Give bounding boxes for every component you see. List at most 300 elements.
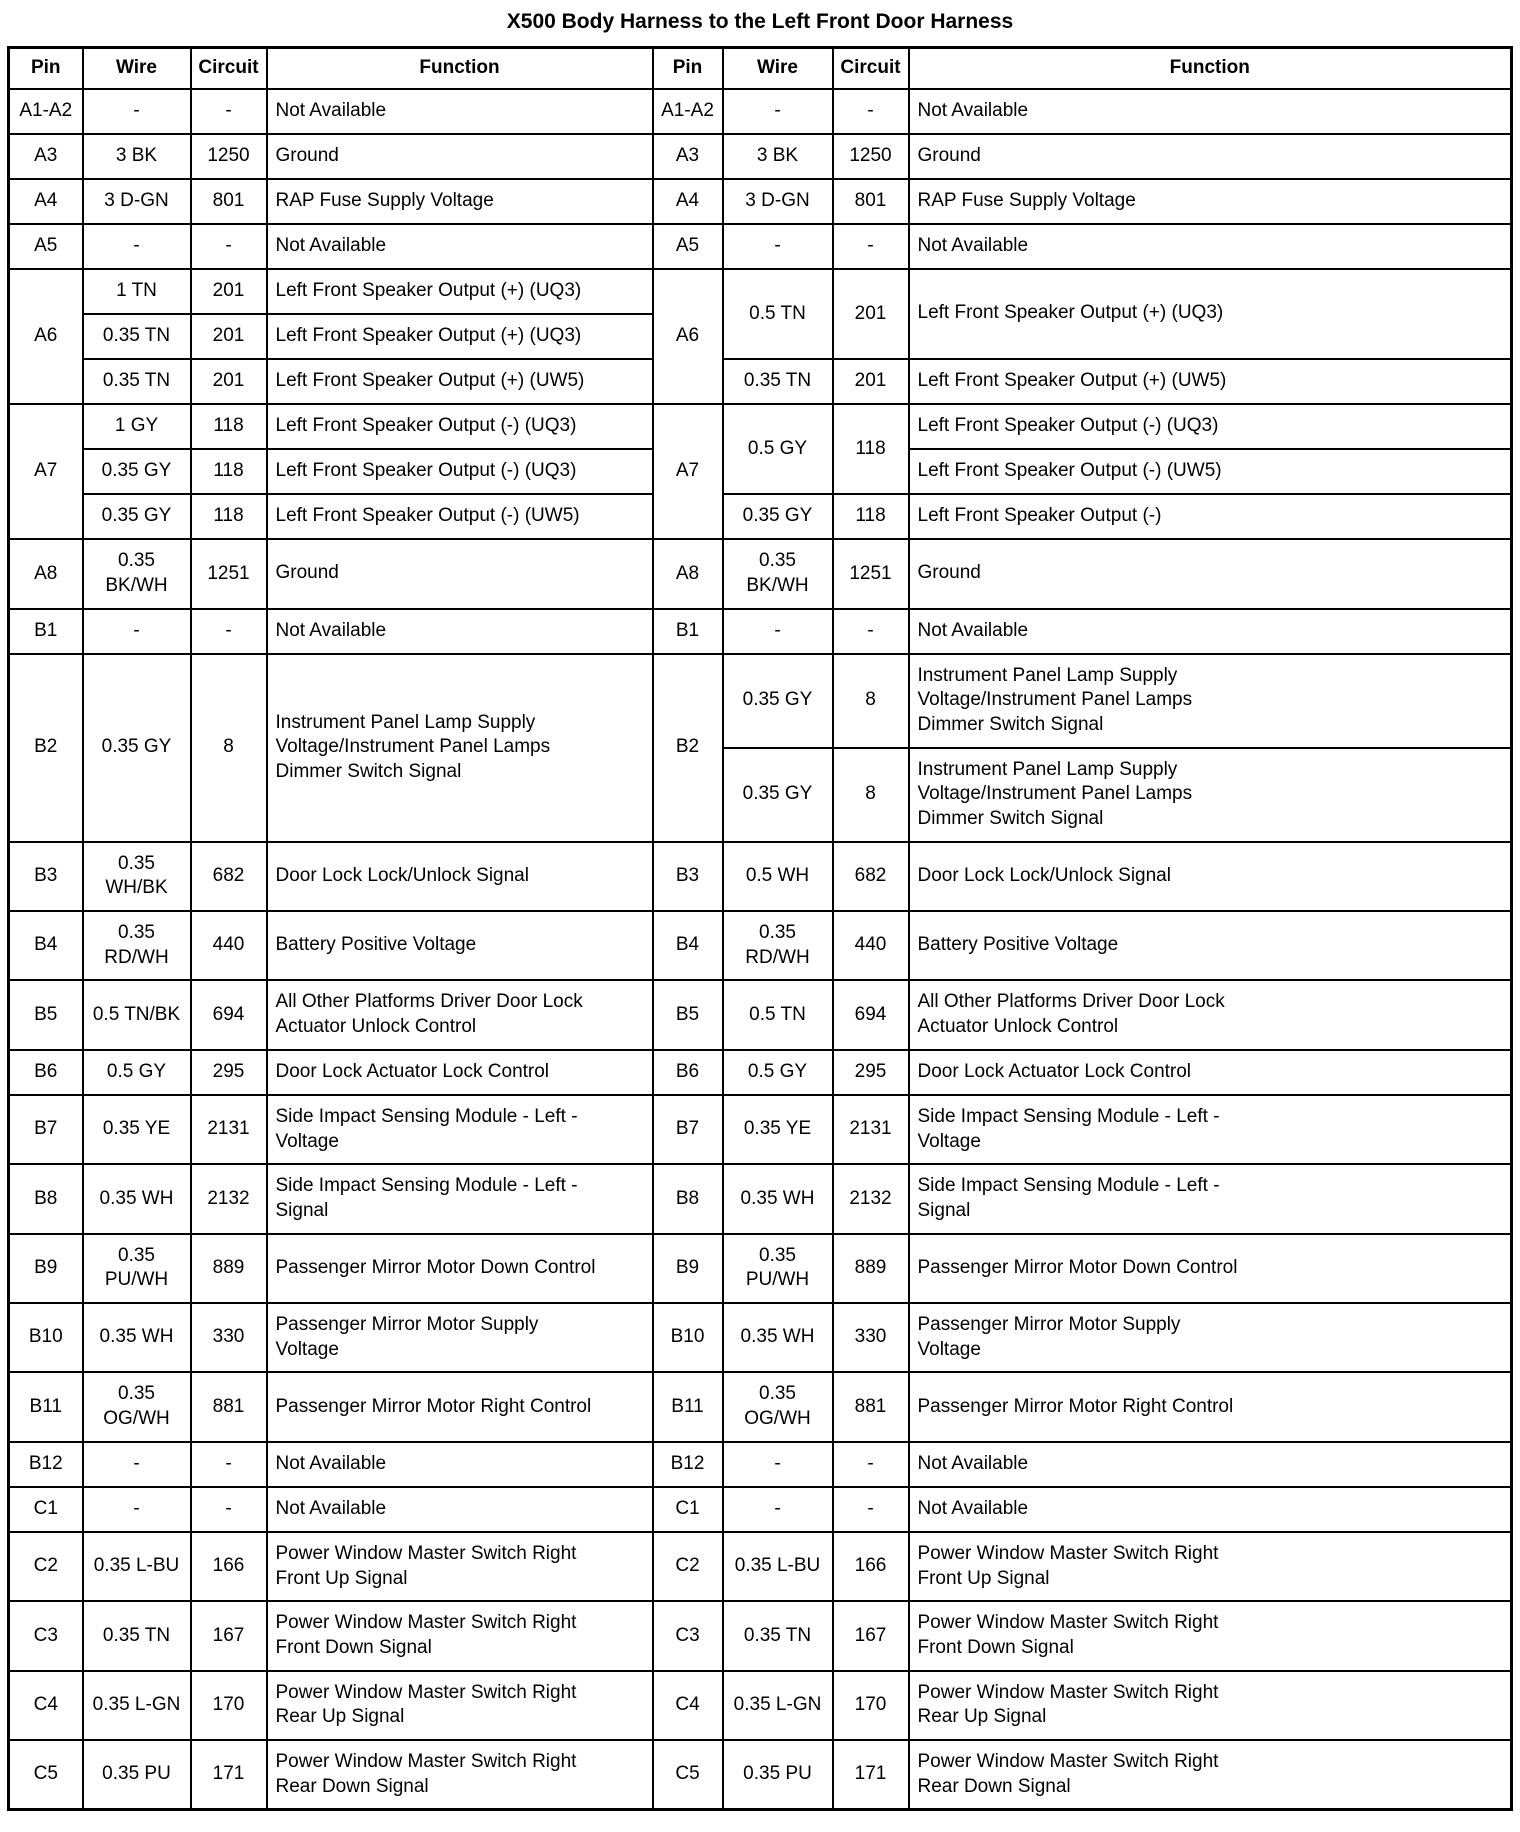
wire-cell: - xyxy=(723,1487,833,1532)
wire-cell: - xyxy=(83,609,191,654)
function-cell xyxy=(909,134,1512,179)
function-text: Instrument Panel Lamp Supply Voltage/Instrument Panel Lamps Dimmer Switch Signal xyxy=(275,711,551,782)
function-cell xyxy=(267,1164,653,1233)
function-cell xyxy=(267,1532,653,1601)
function-text: Passenger Mirror Motor Down Control xyxy=(275,1256,596,1278)
circuit-cell: 8 xyxy=(833,748,909,842)
pin-cell: A5 xyxy=(9,224,83,269)
table-row xyxy=(9,1050,1512,1095)
circuit-cell: 440 xyxy=(191,911,267,980)
wire-cell: 0.35 PU xyxy=(83,1740,191,1810)
table-row xyxy=(9,89,1512,134)
wire-cell: - xyxy=(723,224,833,269)
table-row xyxy=(9,539,1512,608)
wire-cell: 0.35 YE xyxy=(83,1095,191,1164)
function-text: Left Front Speaker Output (+) (UQ3) xyxy=(275,324,582,346)
circuit-cell: 889 xyxy=(833,1234,909,1303)
function-text: Not Available xyxy=(917,234,1029,256)
wire-cell: - xyxy=(83,1442,191,1487)
wire-cell: 0.5 GY xyxy=(723,404,833,494)
function-cell xyxy=(267,1601,653,1670)
function-cell xyxy=(267,134,653,179)
function-text: Ground xyxy=(917,144,981,166)
function-cell xyxy=(909,1164,1512,1233)
wire-cell: 0.35 RD/WH xyxy=(83,911,191,980)
circuit-cell: 167 xyxy=(833,1601,909,1670)
function-text: Not Available xyxy=(917,1497,1029,1519)
function-cell xyxy=(909,842,1512,911)
wire-cell: - xyxy=(83,224,191,269)
function-cell xyxy=(267,404,653,449)
circuit-cell: 801 xyxy=(191,179,267,224)
function-text: Not Available xyxy=(275,99,387,121)
pin-cell: B6 xyxy=(653,1050,723,1095)
wire-cell: 0.35 TN xyxy=(83,359,191,404)
function-cell xyxy=(909,1671,1512,1740)
table-row xyxy=(9,1601,1512,1670)
function-text: Passenger Mirror Motor Supply Voltage xyxy=(275,1314,539,1360)
function-text: RAP Fuse Supply Voltage xyxy=(917,189,1136,211)
function-text: Door Lock Actuator Lock Control xyxy=(917,1060,1192,1082)
circuit-cell: 170 xyxy=(833,1671,909,1740)
circuit-cell: 118 xyxy=(833,404,909,494)
function-text: All Other Platforms Driver Door Lock Actuator Unlock Control xyxy=(917,991,1225,1038)
function-text: Left Front Speaker Output (+) (UQ3) xyxy=(275,279,582,301)
wire-cell: - xyxy=(83,89,191,134)
function-text: Instrument Panel Lamp Supply Voltage/Instrument Panel Lamps Dimmer Switch Signal xyxy=(917,664,1193,735)
pin-cell: B2 xyxy=(9,654,83,842)
wire-cell: 0.35 WH xyxy=(83,1303,191,1372)
circuit-cell: 118 xyxy=(191,449,267,494)
function-text: Left Front Speaker Output (-) (UQ3) xyxy=(275,415,577,437)
pin-cell: B10 xyxy=(653,1303,723,1372)
circuit-cell: 330 xyxy=(191,1303,267,1372)
pin-cell: A7 xyxy=(9,404,83,539)
table-head xyxy=(9,48,1512,89)
function-cell xyxy=(267,911,653,980)
function-text: Left Front Speaker Output (+) (UW5) xyxy=(917,369,1227,391)
circuit-cell: 166 xyxy=(191,1532,267,1601)
function-text: Not Available xyxy=(917,619,1029,641)
pin-cell: C3 xyxy=(653,1601,723,1670)
circuit-cell: 118 xyxy=(191,404,267,449)
table-row xyxy=(9,1164,1512,1233)
pin-cell: A3 xyxy=(653,134,723,179)
wire-cell: 0.5 GY xyxy=(83,1050,191,1095)
function-cell xyxy=(909,224,1512,269)
circuit-cell: 1250 xyxy=(833,134,909,179)
table-row xyxy=(9,1442,1512,1487)
function-text: Left Front Speaker Output (+) (UQ3) xyxy=(917,302,1224,324)
header-row xyxy=(9,48,1512,89)
function-cell xyxy=(909,1601,1512,1670)
table-row xyxy=(9,179,1512,224)
wire-cell: 0.35 L-BU xyxy=(83,1532,191,1601)
function-cell xyxy=(267,654,653,842)
function-cell xyxy=(267,1095,653,1164)
circuit-cell: 295 xyxy=(833,1050,909,1095)
wire-cell: 1 TN xyxy=(83,269,191,314)
pin-cell: A3 xyxy=(9,134,83,179)
pin-cell: B3 xyxy=(653,842,723,911)
circuit-cell: 167 xyxy=(191,1601,267,1670)
table-row xyxy=(9,1487,1512,1532)
function-text: Power Window Master Switch Right Rear Down Signal xyxy=(917,1750,1219,1797)
circuit-cell: 801 xyxy=(833,179,909,224)
circuit-cell: - xyxy=(833,224,909,269)
function-cell xyxy=(267,842,653,911)
function-cell xyxy=(909,654,1512,748)
column-header-wire: Wire xyxy=(723,48,833,89)
wire-cell: 0.5 GY xyxy=(723,1050,833,1095)
table-row xyxy=(9,1303,1512,1372)
pin-cell: B1 xyxy=(9,609,83,654)
pin-cell: C4 xyxy=(9,1671,83,1740)
circuit-cell: - xyxy=(833,609,909,654)
function-text: Instrument Panel Lamp Supply Voltage/Instrument Panel Lamps Dimmer Switch Signal xyxy=(917,758,1193,830)
table-row xyxy=(9,1740,1512,1810)
table-row xyxy=(9,980,1512,1049)
circuit-cell: - xyxy=(191,609,267,654)
table-row xyxy=(9,269,1512,314)
function-text: Not Available xyxy=(275,1497,387,1519)
circuit-cell: 166 xyxy=(833,1532,909,1601)
pin-cell: C5 xyxy=(653,1740,723,1810)
function-text: Power Window Master Switch Right Rear Up Signal xyxy=(275,1681,577,1728)
wire-cell: - xyxy=(723,609,833,654)
circuit-cell: 201 xyxy=(191,269,267,314)
table-row xyxy=(9,1095,1512,1164)
function-cell xyxy=(267,449,653,494)
function-text: Power Window Master Switch Right Front Down Signal xyxy=(917,1612,1219,1658)
function-text: Left Front Speaker Output (-) xyxy=(917,505,1162,527)
table-row xyxy=(9,224,1512,269)
function-cell xyxy=(267,89,653,134)
wire-cell: 0.35 GY xyxy=(83,654,191,842)
circuit-cell: 201 xyxy=(191,359,267,404)
pin-cell: A8 xyxy=(653,539,723,608)
pin-cell: C2 xyxy=(9,1532,83,1601)
function-cell xyxy=(909,980,1512,1049)
function-text: Door Lock Lock/Unlock Signal xyxy=(917,864,1171,886)
pin-cell: B7 xyxy=(9,1095,83,1164)
table-row xyxy=(9,404,1512,449)
function-text: Not Available xyxy=(917,1452,1029,1474)
function-text: All Other Platforms Driver Door Lock Actuator Unlock Control xyxy=(275,991,583,1038)
column-header-circuit: Circuit xyxy=(833,48,909,89)
column-header-pin: Pin xyxy=(653,48,723,89)
wire-cell: 3 BK xyxy=(723,134,833,179)
wire-cell: 3 D-GN xyxy=(83,179,191,224)
function-cell xyxy=(909,449,1512,494)
function-text: Door Lock Actuator Lock Control xyxy=(275,1060,550,1082)
function-cell xyxy=(267,609,653,654)
circuit-cell: 8 xyxy=(833,654,909,748)
column-header-pin: Pin xyxy=(9,48,83,89)
wire-cell: 0.35 PU/WH xyxy=(723,1234,833,1303)
circuit-cell: - xyxy=(191,1487,267,1532)
circuit-cell: 682 xyxy=(191,842,267,911)
wire-cell: 0.35 WH xyxy=(723,1303,833,1372)
function-cell xyxy=(267,1671,653,1740)
pin-cell: C2 xyxy=(653,1532,723,1601)
circuit-cell: - xyxy=(833,1442,909,1487)
function-cell xyxy=(909,1442,1512,1487)
table-row xyxy=(9,654,1512,748)
circuit-cell: - xyxy=(191,89,267,134)
function-cell xyxy=(909,748,1512,842)
table-row xyxy=(9,134,1512,179)
column-header-function: Function xyxy=(909,48,1512,89)
wire-cell: 0.35 GY xyxy=(83,449,191,494)
function-text: Side Impact Sensing Module - Left - Voltage xyxy=(917,1105,1220,1152)
pin-cell: B9 xyxy=(653,1234,723,1303)
function-cell xyxy=(267,1442,653,1487)
function-cell xyxy=(909,1095,1512,1164)
pin-cell: A1-A2 xyxy=(653,89,723,134)
function-cell xyxy=(909,609,1512,654)
function-cell xyxy=(267,1234,653,1303)
circuit-cell: 1251 xyxy=(833,539,909,608)
wire-cell: 0.35 L-BU xyxy=(723,1532,833,1601)
table-row xyxy=(9,1234,1512,1303)
function-text: Side Impact Sensing Module - Left - Signal xyxy=(275,1175,578,1221)
circuit-cell: - xyxy=(833,1487,909,1532)
function-text: Left Front Speaker Output (-) (UW5) xyxy=(275,505,580,527)
table-row xyxy=(9,842,1512,911)
function-cell xyxy=(267,539,653,608)
wire-cell: 0.35 GY xyxy=(723,748,833,842)
wire-cell: 3 D-GN xyxy=(723,179,833,224)
table-row xyxy=(9,911,1512,980)
column-header-wire: Wire xyxy=(83,48,191,89)
wire-cell: 0.35 PU/WH xyxy=(83,1234,191,1303)
wire-cell: 0.35 L-GN xyxy=(83,1671,191,1740)
table-row xyxy=(9,494,1512,539)
function-cell xyxy=(267,1740,653,1810)
function-text: Not Available xyxy=(917,99,1029,121)
function-cell xyxy=(909,1372,1512,1441)
circuit-cell: 2131 xyxy=(191,1095,267,1164)
pin-cell: C5 xyxy=(9,1740,83,1810)
wire-cell: 0.35 OG/WH xyxy=(723,1372,833,1441)
pin-cell: B12 xyxy=(9,1442,83,1487)
circuit-cell: 881 xyxy=(191,1372,267,1441)
function-text: Power Window Master Switch Right Rear Up Signal xyxy=(917,1681,1219,1728)
circuit-cell: 694 xyxy=(191,980,267,1049)
wire-cell: 0.35 WH xyxy=(83,1164,191,1233)
function-cell xyxy=(267,980,653,1049)
page-title: X500 Body Harness to the Left Front Door Harness xyxy=(506,10,1014,33)
function-text: Passenger Mirror Motor Supply Voltage xyxy=(917,1314,1181,1360)
pin-cell: C3 xyxy=(9,1601,83,1670)
function-cell xyxy=(909,1050,1512,1095)
circuit-cell: 201 xyxy=(833,359,909,404)
function-cell xyxy=(267,179,653,224)
circuit-cell: 881 xyxy=(833,1372,909,1441)
wire-cell: 0.35 TN xyxy=(723,1601,833,1670)
pin-cell: B9 xyxy=(9,1234,83,1303)
pin-cell: B12 xyxy=(653,1442,723,1487)
function-text: Passenger Mirror Motor Down Control xyxy=(917,1256,1238,1278)
function-text: Not Available xyxy=(275,1452,387,1474)
function-cell xyxy=(909,1487,1512,1532)
pin-cell: B2 xyxy=(653,654,723,842)
pin-cell: A6 xyxy=(653,269,723,404)
pin-cell: A8 xyxy=(9,539,83,608)
pinout-table-body xyxy=(9,89,1512,1810)
wire-cell: 0.35 RD/WH xyxy=(723,911,833,980)
column-header-circuit: Circuit xyxy=(191,48,267,89)
pin-cell: C1 xyxy=(9,1487,83,1532)
pin-cell: A7 xyxy=(653,404,723,539)
circuit-cell: 171 xyxy=(191,1740,267,1810)
function-cell xyxy=(267,314,653,359)
wire-cell: 0.35 L-GN xyxy=(723,1671,833,1740)
pin-cell: B11 xyxy=(653,1372,723,1441)
function-text: Left Front Speaker Output (-) (UW5) xyxy=(917,460,1222,482)
wire-cell: 0.35 TN xyxy=(83,1601,191,1670)
wire-cell: 0.35 YE xyxy=(723,1095,833,1164)
function-cell xyxy=(267,224,653,269)
function-text: Power Window Master Switch Right Front Down Signal xyxy=(275,1612,577,1658)
function-cell xyxy=(909,1234,1512,1303)
function-cell xyxy=(267,1487,653,1532)
circuit-cell: 2132 xyxy=(833,1164,909,1233)
wire-cell: - xyxy=(83,1487,191,1532)
function-cell xyxy=(909,539,1512,608)
wire-cell: 1 GY xyxy=(83,404,191,449)
function-cell xyxy=(267,1303,653,1372)
circuit-cell: 8 xyxy=(191,654,267,842)
wire-cell: 0.5 TN xyxy=(723,980,833,1049)
wire-cell: 0.35 BK/WH xyxy=(723,539,833,608)
pin-cell: B8 xyxy=(653,1164,723,1233)
function-cell xyxy=(267,269,653,314)
wire-cell: 0.5 TN xyxy=(723,269,833,359)
pin-cell: B5 xyxy=(653,980,723,1049)
function-text: Battery Positive Voltage xyxy=(275,934,477,956)
wire-cell: 0.35 GY xyxy=(723,654,833,748)
function-cell xyxy=(267,1372,653,1441)
wire-cell: 0.35 WH/BK xyxy=(83,842,191,911)
function-text: Passenger Mirror Motor Right Control xyxy=(917,1395,1234,1417)
function-text: Power Window Master Switch Right Front Up Signal xyxy=(917,1542,1219,1589)
circuit-cell: 201 xyxy=(833,269,909,359)
table-row xyxy=(9,1532,1512,1601)
pin-cell: A4 xyxy=(9,179,83,224)
circuit-cell: 440 xyxy=(833,911,909,980)
pin-cell: B1 xyxy=(653,609,723,654)
wire-cell: 0.35 BK/WH xyxy=(83,539,191,608)
circuit-cell: 201 xyxy=(191,314,267,359)
function-text: Power Window Master Switch Right Rear Down Signal xyxy=(275,1750,577,1797)
function-cell xyxy=(267,359,653,404)
function-text: Not Available xyxy=(275,619,387,641)
pin-cell: B5 xyxy=(9,980,83,1049)
table-row xyxy=(9,1671,1512,1740)
function-text: Ground xyxy=(275,562,339,584)
function-text: Door Lock Lock/Unlock Signal xyxy=(275,864,529,886)
circuit-cell: - xyxy=(191,1442,267,1487)
column-header-function: Function xyxy=(267,48,653,89)
pin-cell: B8 xyxy=(9,1164,83,1233)
pin-cell: B11 xyxy=(9,1372,83,1441)
function-text: Not Available xyxy=(275,234,387,256)
pin-cell: B4 xyxy=(9,911,83,980)
circuit-cell: 171 xyxy=(833,1740,909,1810)
function-cell xyxy=(909,269,1512,359)
function-text: Ground xyxy=(275,144,339,166)
circuit-cell: 118 xyxy=(833,494,909,539)
pin-cell: A4 xyxy=(653,179,723,224)
wire-cell: 0.5 TN/BK xyxy=(83,980,191,1049)
circuit-cell: 1251 xyxy=(191,539,267,608)
function-cell xyxy=(909,1303,1512,1372)
pin-cell: B7 xyxy=(653,1095,723,1164)
wire-cell: 3 BK xyxy=(83,134,191,179)
function-text: Left Front Speaker Output (+) (UW5) xyxy=(275,369,585,391)
wire-cell: 0.35 TN xyxy=(83,314,191,359)
function-text: Side Impact Sensing Module - Left - Signal xyxy=(917,1175,1220,1221)
wire-cell: 0.35 TN xyxy=(723,359,833,404)
function-text: Ground xyxy=(917,562,981,584)
wire-cell: 0.35 PU xyxy=(723,1740,833,1810)
function-text: RAP Fuse Supply Voltage xyxy=(275,189,494,211)
function-cell xyxy=(909,1740,1512,1810)
circuit-cell: 2132 xyxy=(191,1164,267,1233)
function-cell xyxy=(909,359,1512,404)
pin-cell: B3 xyxy=(9,842,83,911)
wire-cell: 0.35 GY xyxy=(723,494,833,539)
function-text: Battery Positive Voltage xyxy=(917,934,1119,956)
pinout-table xyxy=(7,46,1513,1811)
circuit-cell: - xyxy=(833,89,909,134)
function-text: Left Front Speaker Output (-) (UQ3) xyxy=(917,415,1219,437)
function-text: Passenger Mirror Motor Right Control xyxy=(275,1395,592,1417)
function-cell xyxy=(909,1532,1512,1601)
table-row xyxy=(9,1372,1512,1441)
pin-cell: B6 xyxy=(9,1050,83,1095)
function-cell xyxy=(909,911,1512,980)
wire-cell: 0.35 OG/WH xyxy=(83,1372,191,1441)
circuit-cell: 1250 xyxy=(191,134,267,179)
function-cell xyxy=(267,494,653,539)
function-cell xyxy=(909,404,1512,449)
wire-cell: 0.35 WH xyxy=(723,1164,833,1233)
table-row xyxy=(9,609,1512,654)
circuit-cell: 170 xyxy=(191,1671,267,1740)
function-text: Left Front Speaker Output (-) (UQ3) xyxy=(275,460,577,482)
function-cell xyxy=(909,494,1512,539)
wire-cell: - xyxy=(723,89,833,134)
function-text: Power Window Master Switch Right Front Up Signal xyxy=(275,1542,577,1589)
pin-cell: C1 xyxy=(653,1487,723,1532)
circuit-cell: - xyxy=(191,224,267,269)
circuit-cell: 682 xyxy=(833,842,909,911)
circuit-cell: 118 xyxy=(191,494,267,539)
pin-cell: A6 xyxy=(9,269,83,404)
circuit-cell: 694 xyxy=(833,980,909,1049)
pin-cell: A1-A2 xyxy=(9,89,83,134)
pin-cell: A5 xyxy=(653,224,723,269)
pin-cell: C4 xyxy=(653,1671,723,1740)
pin-cell: B10 xyxy=(9,1303,83,1372)
table-row xyxy=(9,359,1512,404)
wire-cell: 0.5 WH xyxy=(723,842,833,911)
circuit-cell: 330 xyxy=(833,1303,909,1372)
function-cell xyxy=(909,179,1512,224)
